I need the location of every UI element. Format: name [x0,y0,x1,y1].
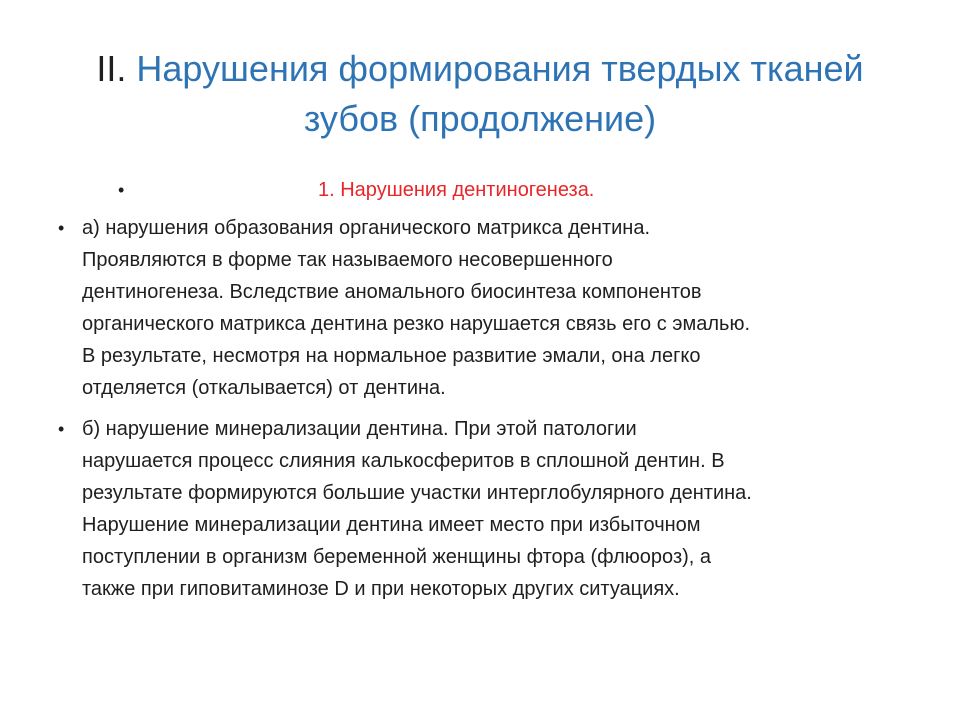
bullet-b-line: поступлении в организм беременной женщины фтора (флюороз), а [82,546,712,568]
bullet-icon: • [58,218,65,238]
bullet-b-line: б) нарушение минерализации дентина. При этой патологии [82,418,637,440]
bullet-b-line: нарушается процесс слияния калькосферитов в сплошной дентин. В [82,450,725,472]
bullet-item-b [56,413,916,605]
section-heading: 1. Нарушения дентиногенеза. [318,179,595,201]
bullet-a-line: дентиногенеза. Вследствие аномального биосинтеза компонентов [82,281,702,303]
section-heading-item [56,174,916,206]
bullet-a-line: В результате, несмотря на нормальное развитие эмали, она легко [82,345,701,367]
title-main-line1: Нарушения формирования твердых тканей [136,48,864,89]
bullet-icon: • [58,419,65,439]
slide-title [40,44,920,144]
bullet-b-line: результате формируются большие участки интерглобулярного дентина. [82,482,752,504]
bullet-b-line: Нарушение минерализации дентина имеет место при избыточном [82,514,701,536]
slide-content [56,174,916,614]
title-prefix: II. [96,48,127,89]
bullet-b-line: также при гиповитаминозе D и при некоторых других ситуациях. [82,578,680,600]
bullet-a-line: Проявляются в форме так называемого несовершенного [82,249,613,271]
bullet-item-a [56,212,916,404]
bullet-a-line: органического матрикса дентина резко нарушается связь его с эмалью. [82,313,751,335]
bullet-a-line: а) нарушения образования органического матрикса дентина. [82,217,651,239]
title-main-line2: зубов (продолжение) [303,98,657,139]
bullet-icon: • [118,180,125,200]
bullet-a-line: отделяется (откалывается) от дентина. [82,377,446,399]
